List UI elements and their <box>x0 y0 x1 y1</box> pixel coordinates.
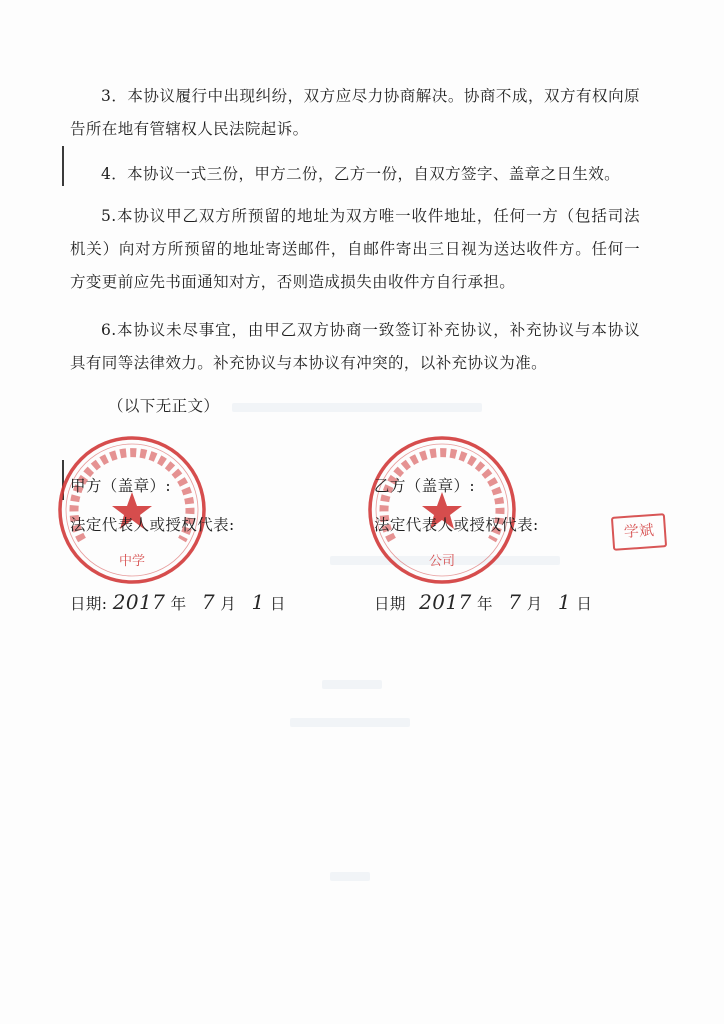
party-b-seal <box>362 430 522 590</box>
date-prefix: 日期: <box>70 595 108 613</box>
end-note: （以下无正文） <box>108 397 220 415</box>
month-unit: 月 <box>220 595 237 613</box>
handwritten-month: 7 <box>508 590 522 614</box>
party-a-seal <box>52 430 212 590</box>
handwritten-month: 7 <box>201 590 215 614</box>
party-b-date <box>374 590 592 614</box>
party-b-representative-label: 法定代表人或授权代表: <box>374 516 539 534</box>
clause-3: 3．本协议履行中出现纠纷，双方应尽力协商解决。协商不成，双方有权向原告所在地有管辖权人民法院起诉。 <box>70 87 640 138</box>
clause-4: 4．本协议一式三份，甲方二份，乙方一份，自双方签字、盖章之日生效。 <box>101 165 621 183</box>
date-prefix: 日期 <box>374 595 406 613</box>
clause-5: 5.本协议甲乙双方所预留的地址为双方唯一收件地址，任何一方（包括司法机关）向对方所预留的地址寄送邮件，自邮件寄出三日视为送达收件方。任何一方变更前应先书面通知对方，否则造成损失由收件方自行承担。 <box>70 207 640 291</box>
party-b-personal-seal: 学斌 <box>611 513 667 551</box>
margin-mark <box>62 146 64 186</box>
handwritten-year: 2017 <box>419 590 472 614</box>
party-a-seal-text: 中学 <box>118 554 146 569</box>
year-unit: 年 <box>476 595 493 613</box>
day-unit: 日 <box>576 595 593 613</box>
party-a-date <box>70 590 286 614</box>
month-unit: 月 <box>526 595 543 613</box>
party-b-seal-text: 公司 <box>428 554 456 569</box>
bleed-through <box>290 718 410 727</box>
handwritten-day: 1 <box>251 590 265 614</box>
handwritten-day: 1 <box>557 590 572 614</box>
party-a-representative-label: 法定代表人或授权代表: <box>70 516 235 534</box>
clause-6: 6.本协议未尽事宜，由甲乙双方协商一致签订补充协议，补充协议与本协议具有同等法律效力。补充协议与本协议有冲突的，以补充协议为准。 <box>70 321 640 372</box>
party-b-label: 乙方（盖章）: <box>374 477 476 495</box>
bleed-through <box>322 680 382 689</box>
bleed-through <box>330 872 370 881</box>
party-a-label: 甲方（盖章）: <box>70 477 172 495</box>
handwritten-year: 2017 <box>112 590 166 614</box>
day-unit: 日 <box>269 595 286 613</box>
year-unit: 年 <box>170 595 187 613</box>
bleed-through <box>232 403 482 412</box>
